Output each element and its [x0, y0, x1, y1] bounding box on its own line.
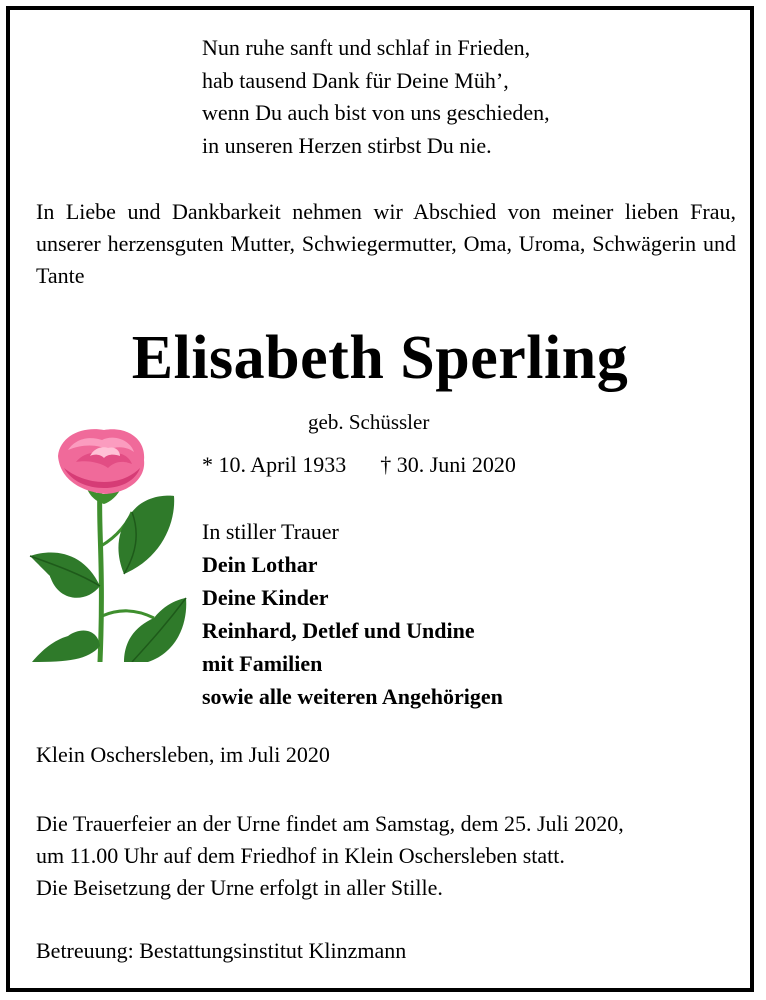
service-line: Die Trauerfeier an der Urne findet am Samstag, dem 25. Juli 2020, — [36, 811, 624, 836]
life-dates — [202, 450, 516, 480]
rose-icon — [28, 426, 188, 662]
mourner-line: mit Familien — [202, 651, 323, 676]
obituary-notice — [6, 6, 754, 992]
place-date: Klein Oschersleben, im Juli 2020 — [36, 742, 330, 767]
mourner-line: Reinhard, Detlef und Undine — [202, 618, 475, 643]
mourner-line: Deine Kinder — [202, 585, 329, 610]
funeral-home: Betreuung: Bestattungsinstitut Klinzmann — [36, 938, 407, 963]
poem-line: in unseren Herzen stirbst Du nie. — [202, 132, 492, 158]
birth-date: * 10. April 1933 — [202, 452, 347, 477]
mourner-line: sowie alle weiteren Angehörigen — [202, 684, 503, 709]
service-line: Die Beisetzung der Urne erfolgt in aller Stille. — [36, 875, 443, 900]
service-info — [36, 808, 624, 904]
service-line: um 11.00 Uhr auf dem Friedhof in Klein Oschersleben statt. — [36, 843, 565, 868]
mourners-heading: In stiller Trauer — [202, 519, 339, 544]
birth-name: geb. Schüssler — [308, 410, 430, 434]
deceased-name: Elisabeth Sperling — [131, 324, 629, 392]
poem-line: Nun ruhe sanft und schlaf in Frieden, — [202, 35, 531, 60]
poem-line: hab tausend Dank für Deine Müh’, — [202, 67, 509, 93]
intro-text: In Liebe und Dankbarkeit nehmen wir Abschied von meiner lieben Frau, unserer herzensguten Mutter, Schwiegermutter, Oma, Uroma, Schwägerin und Tante — [36, 199, 736, 288]
mourners-block — [202, 515, 503, 713]
poem-line: wenn Du auch bist von uns geschieden, — [202, 100, 550, 125]
death-date: † 30. Juni 2020 — [380, 452, 516, 477]
mourner-line: Dein Lothar — [202, 552, 318, 577]
poem — [202, 32, 550, 162]
